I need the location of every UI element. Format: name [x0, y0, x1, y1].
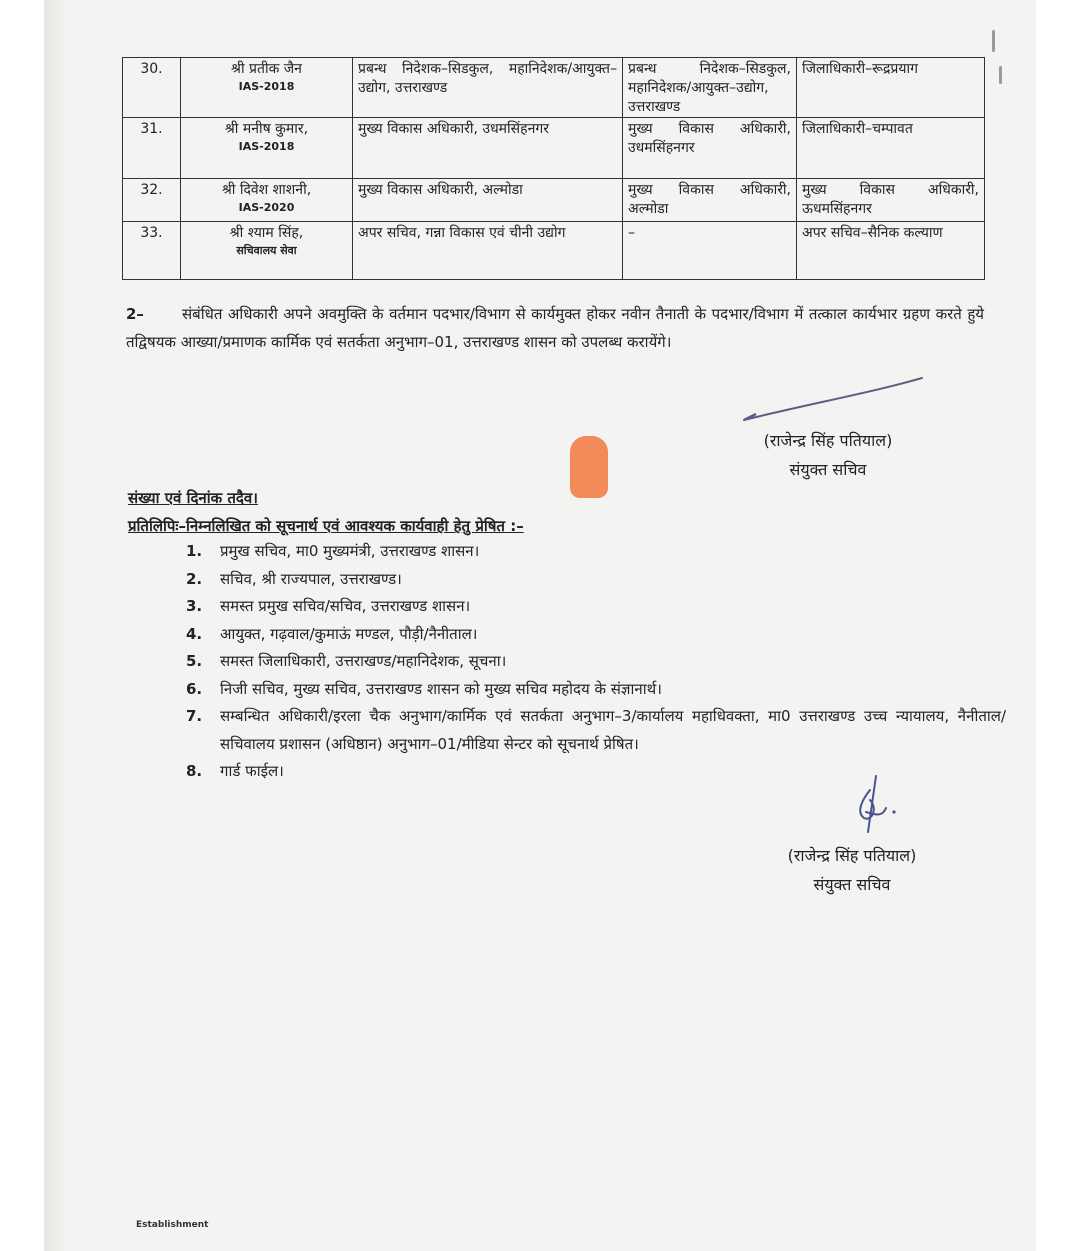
new-post: जिलाधिकारी–चम्पावत: [797, 118, 985, 179]
new-post: अपर सचिव–सैनिक कल्याण: [797, 222, 985, 280]
officer-name: श्री मनीष कुमार,: [224, 121, 309, 137]
relieved-post: मुख्य विकास अधिकारी, उधमसिंहनगर: [623, 118, 797, 179]
signatory-designation: संयुक्त सचिव: [813, 875, 891, 894]
list-item: 7. सम्बन्धित अधिकारी/इरला चैक अनुभाग/कार्मिक एवं सतर्कता अनुभाग–3/कार्यालय महाधिवक्ता, मा0 उत्तराखण्ड उच्च न्यायालय, नैनीताल/सचिवालय प्रशासन (अधिष्ठान) अनुभाग–01/मीडिया सेन्टर को सूचनार्थ प्रेषित।: [186, 707, 1006, 753]
page-shadow: [44, 0, 68, 1251]
list-item: 5. समस्त जिलाधिकारी, उत्तराखण्ड/महानिदेशक, सूचना।: [186, 652, 507, 670]
row-number: 30.: [123, 58, 181, 118]
officer-name: श्री श्याम सिंह,: [229, 225, 304, 241]
row-number: 31.: [123, 118, 181, 179]
row-number: 32.: [123, 179, 181, 222]
current-post: अपर सचिव, गन्ना विकास एवं चीनी उद्योग: [353, 222, 623, 280]
document-page: [44, 0, 1036, 1251]
edge-mark: [999, 66, 1002, 84]
signatory-name: (राजेन्द्र सिंह पतियाल): [763, 431, 893, 450]
officer-name-cell: [181, 118, 353, 179]
signature-block-top: [732, 426, 924, 484]
initials-dot: [892, 810, 895, 813]
signature-stroke-top: [744, 378, 922, 420]
signature-block-bottom: [756, 841, 948, 899]
paragraph-text: संबंधित अधिकारी अपने अवमुक्ति के वर्तमान पदभार/विभाग से कार्यमुक्त होकर नवीन तैनाती के पदभार/विभाग में तत्काल कार्यभार ग्रहण करते हुये तद्विषयक आख्या/प्रमाणक कार्मिक एवं सतर्कता अनुभाग–01, उत्तराखण्ड शासन को उपलब्ध करायेंगे।: [126, 305, 984, 351]
edge-mark: [992, 30, 995, 52]
current-post: मुख्य विकास अधिकारी, उधमसिंहनगर: [353, 118, 623, 179]
instruction-paragraph: [126, 300, 984, 356]
copy-title: प्रतिलिपिः–निम्नलिखित को सूचनार्थ एवं आवश्यक कार्यवाही हेतु प्रेषित :–: [128, 517, 524, 535]
officer-name: श्री दिवेश शाशनी,: [221, 182, 312, 198]
new-post: जिलाधिकारी–रूद्रप्रयाग: [797, 58, 985, 118]
copy-list: [186, 538, 1006, 786]
officer-service: सचिवालय सेवा: [236, 244, 297, 257]
table-row: [123, 179, 985, 222]
footer-label: Establishment: [136, 1220, 209, 1230]
signatory-name: (राजेन्द्र सिंह पतियाल): [787, 846, 917, 865]
officer-name: श्री प्रतीक जैन: [231, 61, 302, 77]
officer-service: IAS-2020: [238, 201, 295, 214]
officer-service: IAS-2018: [238, 80, 295, 93]
list-item: 4. आयुक्त, गढ़वाल/कुमाऊं मण्डल, पौड़ी/नैनीताल।: [186, 624, 478, 643]
paragraph-number: 2–: [126, 305, 144, 323]
relieved-post: –: [623, 222, 797, 280]
list-item: 6. निजी सचिव, मुख्य सचिव, उत्तराखण्ड शासन को मुख्य सचिव महोदय के संज्ञानार्थ।: [186, 679, 662, 698]
list-item: 1. प्रमुख सचिव, मा0 मुख्यमंत्री, उत्तराखण्ड शासन।: [186, 542, 480, 560]
current-post: प्रबन्ध निदेशक–सिडकुल, महानिदेशक/आयुक्त–उद्योग, उत्तराखण्ड: [353, 58, 623, 118]
reference-line: संख्या एवं दिनांक तदैव।: [128, 489, 258, 507]
table-row: [123, 222, 985, 280]
signatory-designation: संयुक्त सचिव: [789, 460, 867, 479]
row-number: 33.: [123, 222, 181, 280]
postings-table: [122, 57, 985, 280]
table-row: [123, 58, 985, 118]
reference-block: [128, 484, 988, 540]
signature-stroke-top-tail: [744, 414, 756, 420]
list-item: 2. सचिव, श्री राज्यपाल, उत्तराखण्ड।: [186, 569, 402, 588]
list-item: 3. समस्त प्रमुख सचिव/सचिव, उत्तराखण्ड शासन।: [186, 597, 471, 615]
table-row: [123, 118, 985, 179]
relieved-post: प्रबन्ध निदेशक–सिडकुल, महानिदेशक/आयुक्त–उद्योग, उत्तराखण्ड: [623, 58, 797, 118]
officer-name-cell: [181, 222, 353, 280]
officer-name-cell: [181, 58, 353, 118]
current-post: मुख्य विकास अधिकारी, अल्मोडा: [353, 179, 623, 222]
list-item: 8. गार्ड फाईल।: [186, 762, 284, 780]
relieved-post: मुख्य विकास अधिकारी, अल्मोडा: [623, 179, 797, 222]
officer-service: IAS-2018: [238, 140, 295, 153]
officer-name-cell: [181, 179, 353, 222]
new-post: मुख्य विकास अधिकारी, ऊधमसिंहनगर: [797, 179, 985, 222]
